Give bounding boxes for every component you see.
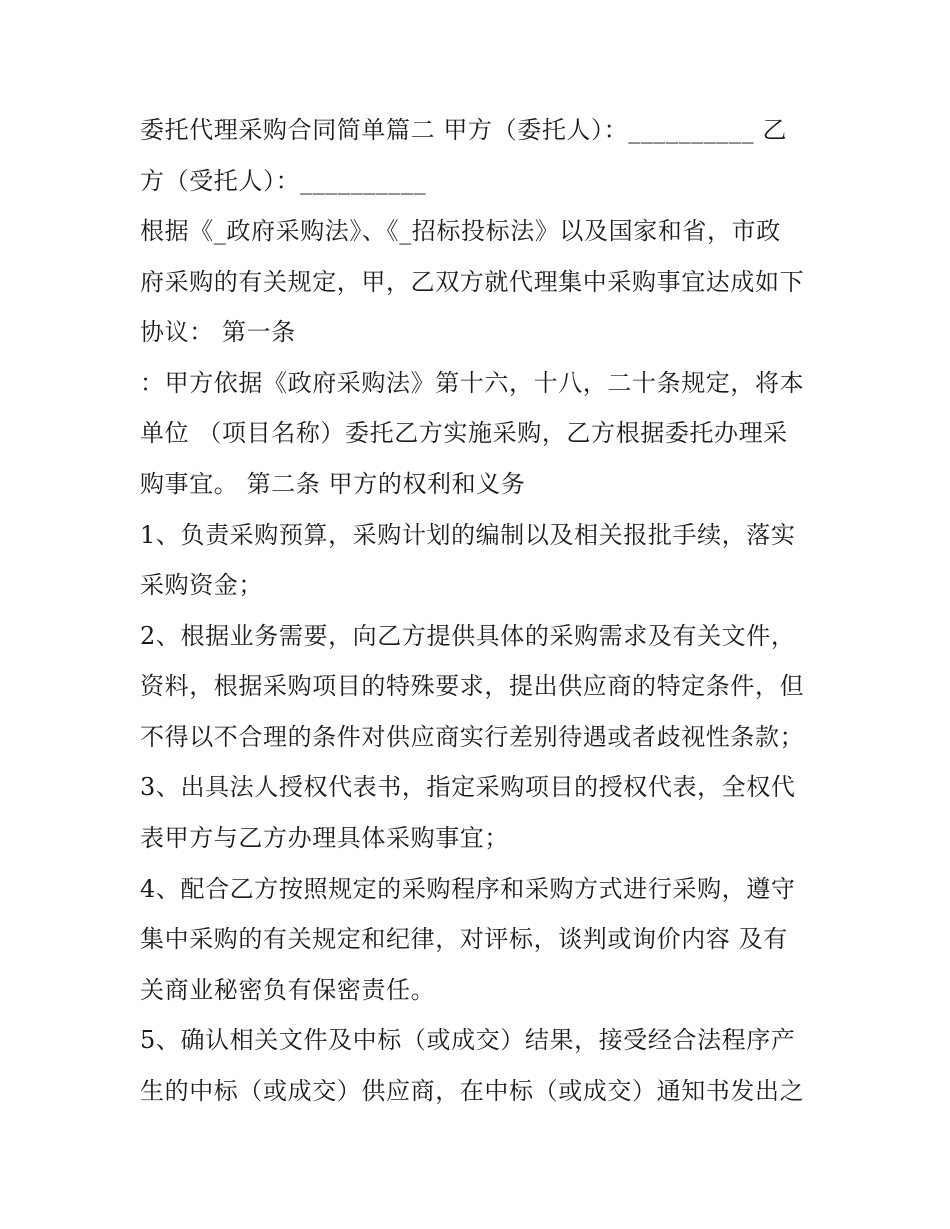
text-line: 府采购的有关规定，甲，乙双方就代理集中采购事宜达成如下 xyxy=(140,268,805,296)
text-line: 方（受托人）：__________ xyxy=(140,167,427,195)
text-line: 表甲方与乙方办理具体采购事宜； xyxy=(140,824,509,852)
text-line: 协议： 第一条 xyxy=(140,318,296,346)
text-line: 根据《_政府采购法》、《_招标投标法》以及国家和省，市政 xyxy=(140,217,781,245)
text-line: 资料，根据采购项目的特殊要求，提出供应商的特定条件，但 xyxy=(140,672,805,700)
text-line: 生的中标（或成交）供应商，在中标（或成交）通知书发出之 xyxy=(140,1077,805,1105)
text-line: 集中采购的有关规定和纪律，对评标，谈判或询价内容 及有 xyxy=(140,925,788,953)
text-line: 单位 （项目名称）委托乙方实施采购，乙方根据委托办理采 xyxy=(140,419,788,447)
text-line: 购事宜。 第二条 甲方的权利和义务 xyxy=(140,470,526,498)
text-line: 关商业秘密负有保密责任。 xyxy=(140,976,436,1004)
text-line: ：甲方依据《政府采购法》第十六，十八，二十条规定，将本 xyxy=(140,369,805,397)
text-line: 采购资金； xyxy=(140,571,263,599)
text-line: 4、配合乙方按照规定的采购程序和采购方式进行采购，遵守 xyxy=(140,875,796,903)
text-line: 1、负责采购预算，采购计划的编制以及相关报批手续，落实 xyxy=(140,521,796,549)
text-line-title: 委托代理采购合同简单篇二 甲方（委托人）：__________ 乙 xyxy=(140,116,788,144)
text-line: 2、根据业务需要，向乙方提供具体的采购需求及有关文件， xyxy=(140,622,796,650)
text-line: 3、出具法人授权代表书，指定采购项目的授权代表，全权代 xyxy=(140,773,796,801)
text-line: 5、确认相关文件及中标（或成交）结果，接受经合法程序产 xyxy=(140,1026,796,1054)
text-line: 不得以不合理的条件对供应商实行差别待遇或者歧视性条款； xyxy=(140,723,805,751)
